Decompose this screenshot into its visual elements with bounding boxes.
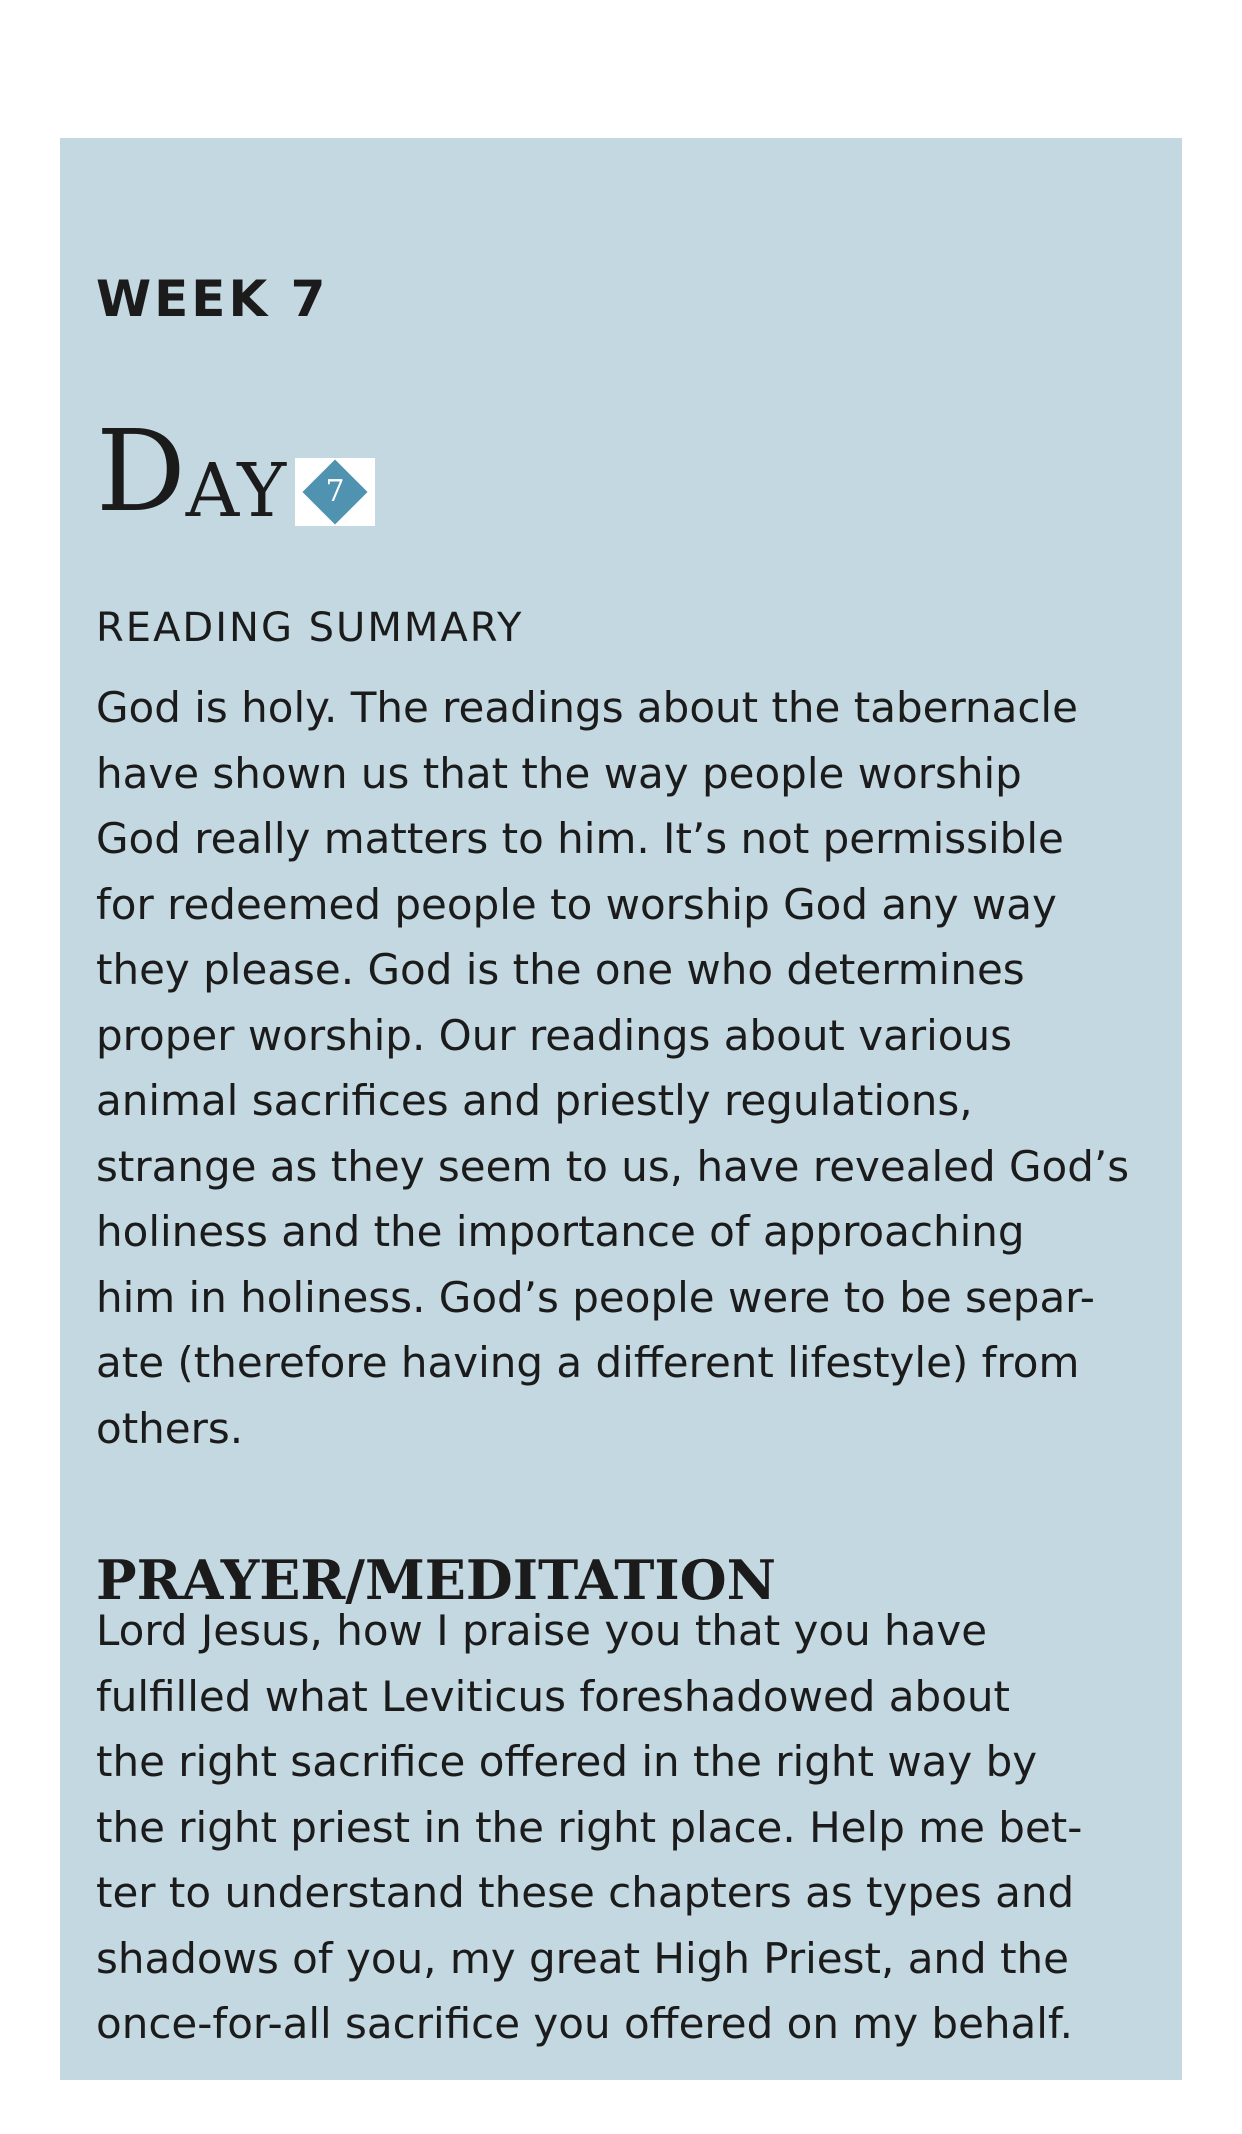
summary-line: God is holy. The readings about the tabernacle [96, 683, 1078, 732]
prayer-line: shadows of you, my great High Priest, and the [96, 1933, 1069, 1983]
summary-line: God really matters to him. It’s not permissible [96, 814, 1064, 863]
week-label: WEEK 7 [96, 270, 329, 328]
reading-summary-text [96, 675, 1129, 1461]
day-title [96, 407, 375, 537]
day-number: 7 [325, 474, 345, 509]
prayer-line: Lord Jesus, how I praise you that you have [96, 1606, 988, 1655]
summary-line: ate (therefore having a different lifestyle) from [96, 1338, 1080, 1387]
devotional-panel [60, 138, 1182, 2080]
summary-line: proper worship. Our readings about various [96, 1010, 1012, 1060]
prayer-line: once-for-all sacrifice you offered on my behalf. [96, 1999, 1074, 2048]
prayer-line: the right priest in the right place. Help me bet- [96, 1802, 1083, 1852]
day-rest: AY [185, 448, 288, 534]
summary-line: they please. God is the one who determines [96, 945, 1025, 994]
summary-line: animal sacrifices and priestly regulations, [96, 1076, 973, 1125]
summary-line: him in holiness. God’s people were to be separ- [96, 1272, 1095, 1322]
prayer-line: fulfilled what Leviticus foreshadowed about [96, 1671, 1010, 1721]
day-initial: D [96, 407, 186, 537]
prayer-heading: PRAYER/MEDITATION [96, 1548, 777, 1612]
reading-summary-label: READING SUMMARY [96, 605, 524, 651]
prayer-line: ter to understand these chapters as types and [96, 1868, 1075, 1917]
summary-line: have shown us that the way people worship [96, 748, 1022, 798]
prayer-line: the right sacrifice offered in the right way by [96, 1737, 1038, 1786]
day-number-badge [295, 458, 375, 526]
summary-line: for redeemed people to worship God any way [96, 879, 1057, 929]
summary-line: strange as they seem to us, have revealed God’s [96, 1141, 1130, 1191]
prayer-text [96, 1598, 1082, 2057]
summary-line: holiness and the importance of approaching [96, 1207, 1025, 1256]
summary-line: others. [96, 1403, 244, 1453]
